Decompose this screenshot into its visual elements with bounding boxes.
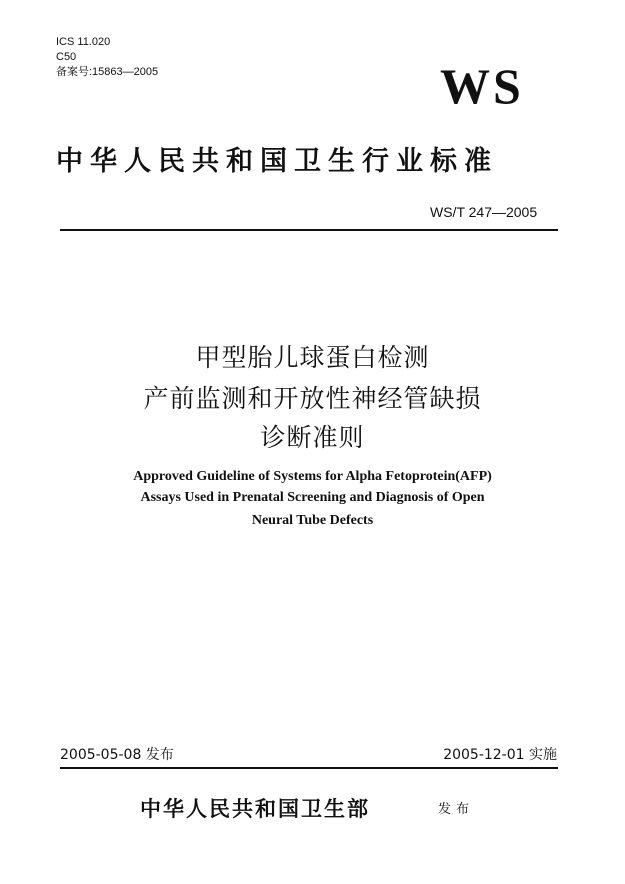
- standard-number: WS/T 247—2005: [430, 204, 538, 220]
- publisher-action: 发布: [438, 802, 475, 817]
- header-divider: [60, 229, 558, 231]
- implementation-date: 2005-12-01 实施: [443, 747, 557, 763]
- footer-divider: [60, 767, 558, 769]
- standard-category-title: 中华人民共和国卫生行业标准: [56, 146, 498, 177]
- ccs-code: C50: [56, 51, 77, 63]
- publisher-name: 中华人民共和国卫生部: [140, 796, 370, 821]
- chinese-title-line-3: 诊断准则: [260, 423, 365, 452]
- english-title-line-2: Assays Used in Prenatal Screening and Diagnosis of Open: [140, 490, 485, 505]
- chinese-title-line-2: 产前监测和开放性神经管缺损: [143, 384, 482, 413]
- ics-code: ICS 11.020: [56, 36, 111, 48]
- issue-date: 2005-05-08 发布: [60, 747, 174, 763]
- english-title-line-3: Neural Tube Defects: [251, 513, 374, 528]
- ws-logo: WS: [440, 58, 524, 114]
- chinese-title-line-1: 甲型胎儿球蛋白检测: [195, 343, 430, 372]
- filing-number: 备案号:15863—2005: [56, 66, 159, 78]
- english-title-line-1: Approved Guideline of Systems for Alpha Fetoprotein(AFP): [133, 469, 492, 484]
